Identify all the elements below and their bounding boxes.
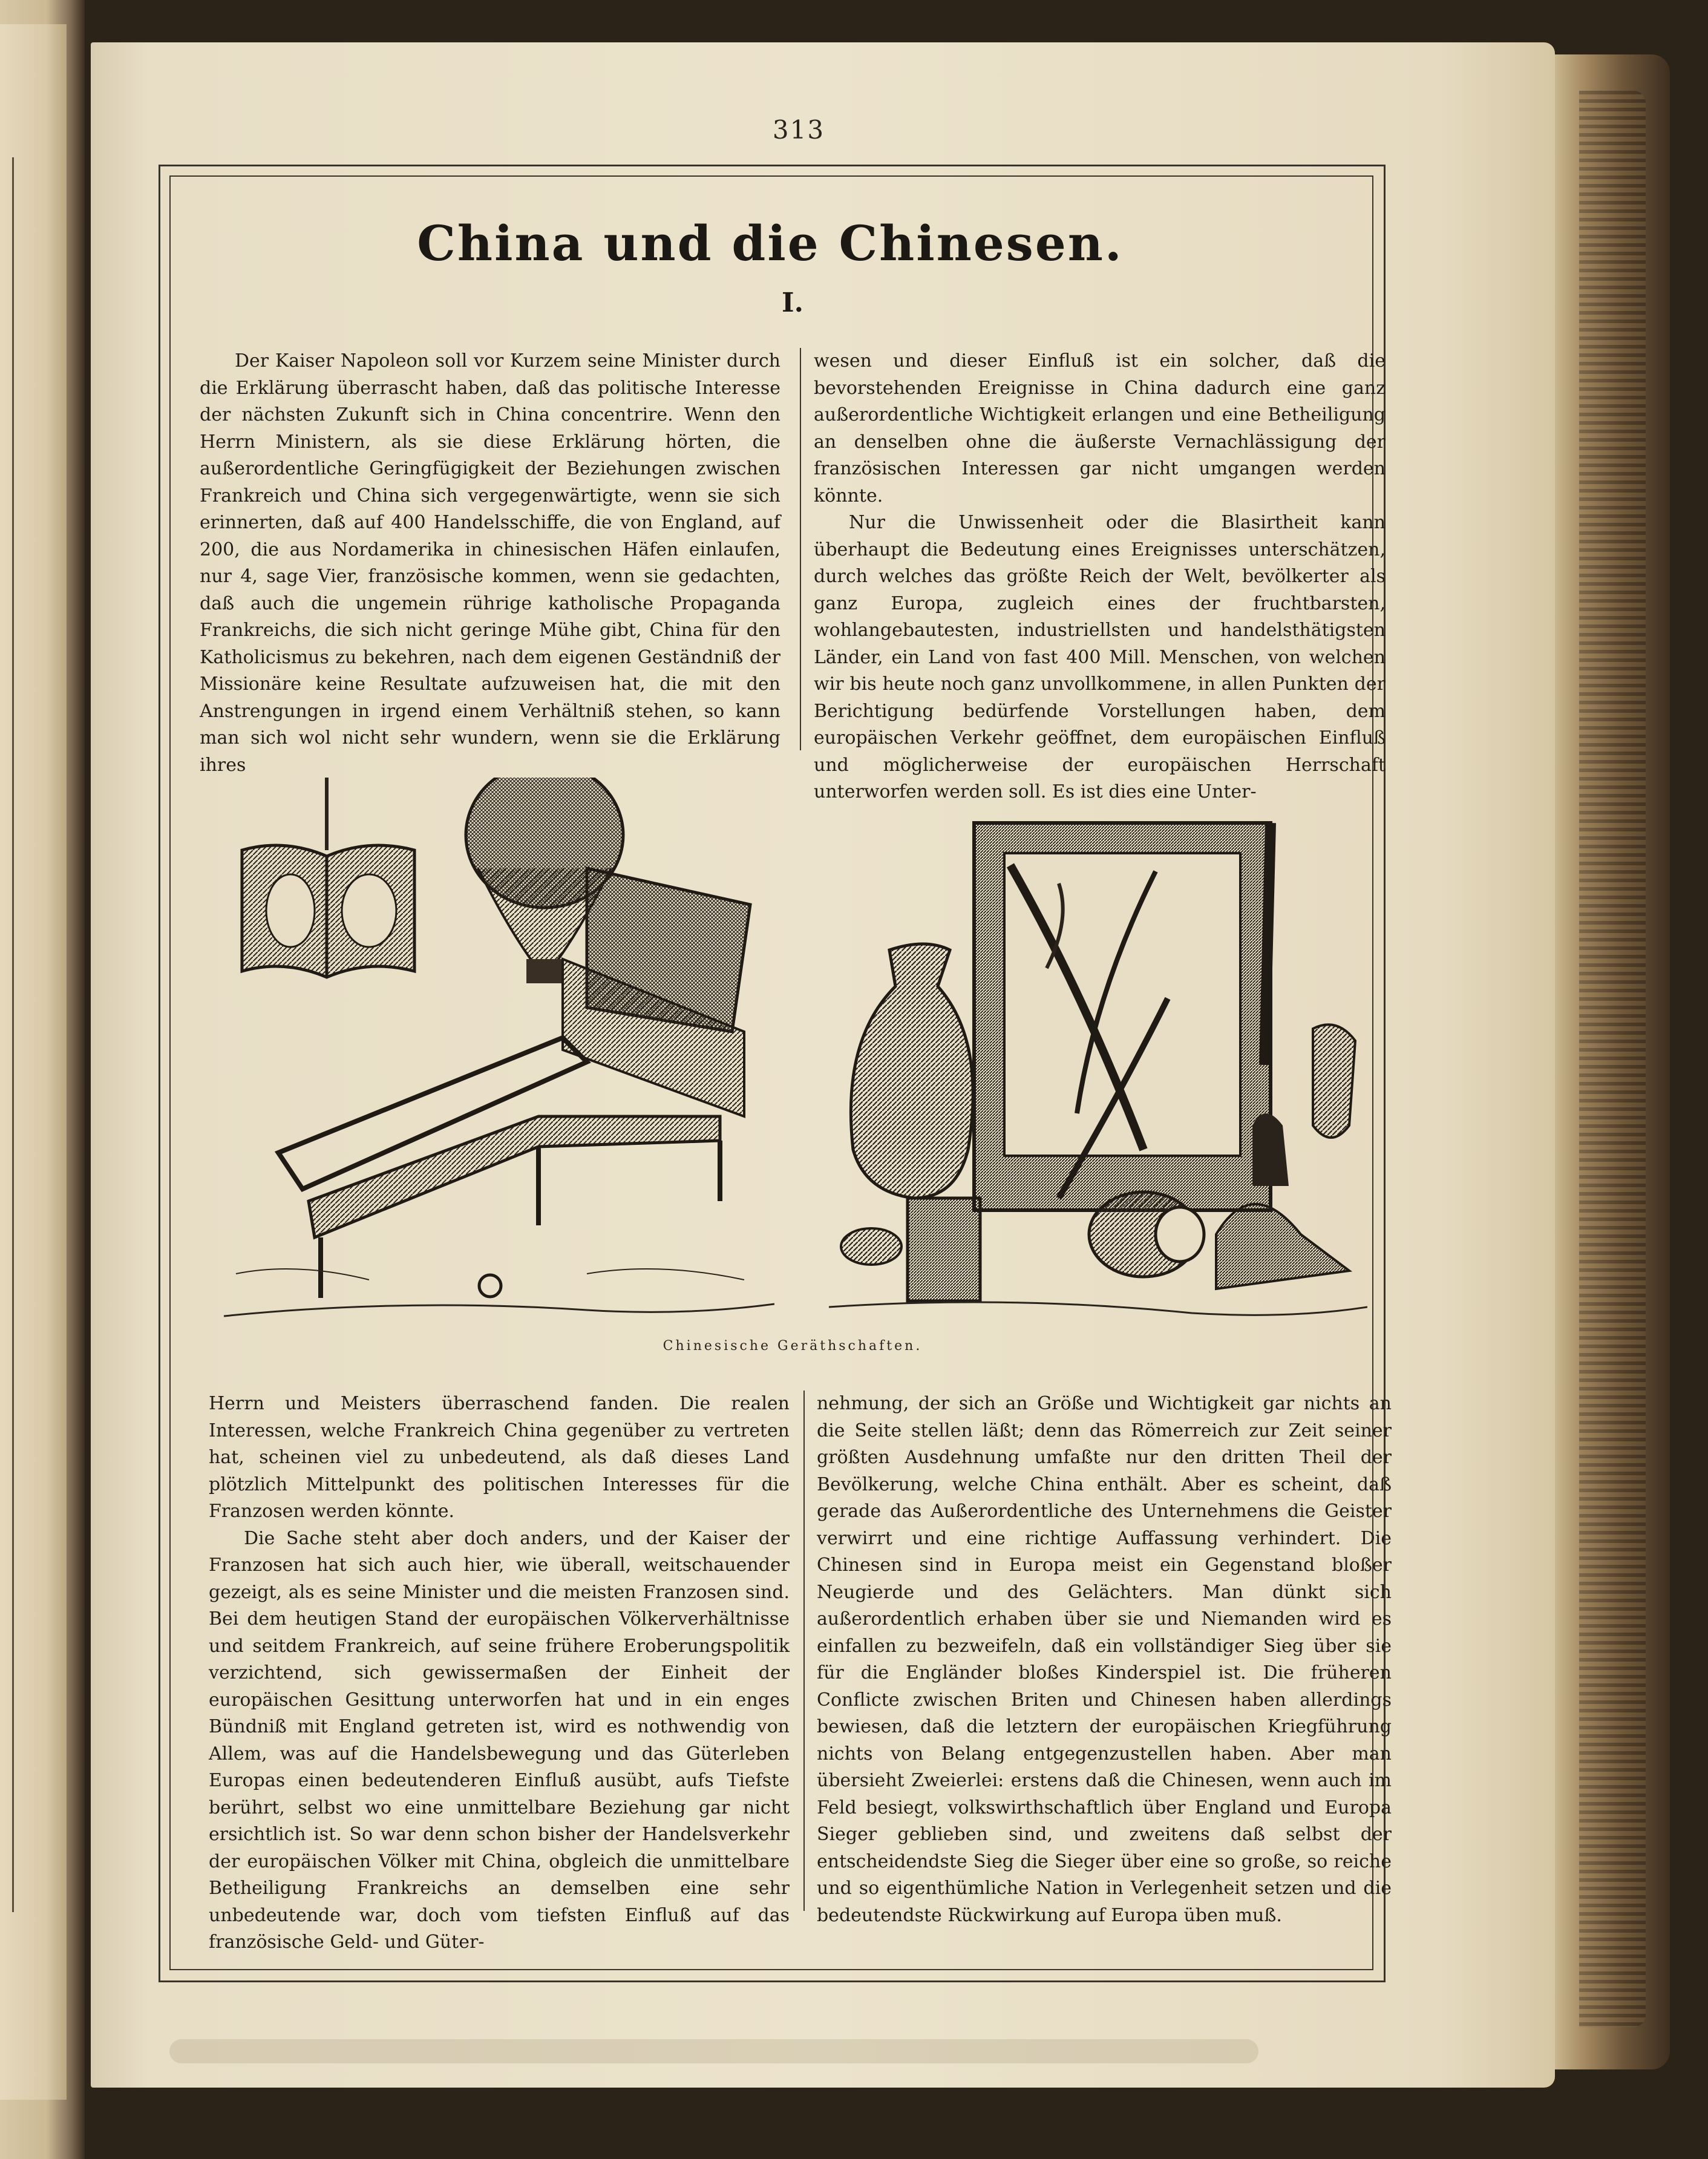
column-divider-top (800, 348, 801, 750)
page-number: 313 (772, 115, 825, 145)
page-edge-wear (1579, 91, 1646, 2027)
page-wear (169, 2039, 1258, 2063)
paragraph: Herrn und Meisters überraschend fanden. Die realen Interessen, welche Frankreich China gegenüber zu vertreten hat, scheinen viel zu unbedeutend, als daß dieses Land plötzlich Mittelpunkt des politischen Interesses für die Franzosen werden könnte. (209, 1393, 790, 1522)
article-title: China und die Chinesen. (417, 215, 1124, 272)
book-page-edges (1555, 54, 1670, 2069)
bottom-right-column (817, 1391, 1392, 1929)
illustration-chinese-vessels (829, 811, 1367, 1319)
bottom-left-column (209, 1391, 790, 1956)
illustration-chinese-furniture (224, 778, 774, 1322)
paragraph: Der Kaiser Napoleon soll vor Kurzem seine Minister durch die Erklärung überrascht haben, daß das politische Interesse der nächsten Zukunft sich in China concentrire. Wenn den Herrn Ministern, als sie diese Erklärung hörten, die außerordentliche Geringfügigkeit der Beziehungen zwischen Frankreich und China sich vergegenwärtigte, wenn sie sich erinnerten, daß auf 400 Handelsschiffe, die von England, auf 200, die aus Nordamerika in chinesischen Häfen einlaufen, nur 4, sage Vier, französische kommen, wenn sie gedachten, daß auch die ungemein rührige katholische Propaganda Frankreichs, die sich nicht geringe Mühe gibt, China für den Katholicismus zu bekehren, nach dem eigenen Geständniß der Missionäre keine Resultate aufzuweisen hat, die mit den Anstrengungen in irgend einem Verhältniß stehen, so kann man sich wol nicht sehr wundern, wenn sie die Erklärung ihres (200, 350, 780, 776)
paragraph: nehmung, der sich an Größe und Wichtigkeit gar nichts an die Seite stellen läßt; denn das Römerreich zur Zeit seiner größten Ausdehnung umfaßte nur den dritten Theil der Bevölkerung, welche China enthält. Aber es scheint, daß gerade das Außerordentliche des Unternehmens die Geister verwirrt und eine richtige Auffassung verhindert. Die Chinesen sind in Europa meist ein Gegenstand bloßer Neugierde und des Gelächters. Man dünkt sich außerordentlich erhaben über sie und Niemanden wird es einfallen zu bezweifeln, daß ein vollständiger Sieg über sie für die Engländer bloßes Kinderspiel ist. Die früheren Conflicte zwischen Briten und Chinesen haben allerdings bewiesen, daß die letztern der europäischen Kriegführung nichts von Belang entgegenzustellen haben. Aber man übersieht Zweierlei: erstens daß die Chinesen, wenn auch im Feld besiegt, volkswirthschaftlich über England und Europa Sieger geblieben sind, und zweitens daß selbst der entscheidendste Sieg die Sieger über eine so große, so reiche und so eigenthümliche Nation in Verlegenheit setzen und die bedeutendste Rückwirkung auf Europa üben muß. (817, 1393, 1392, 1926)
facing-page-edge (0, 24, 68, 2100)
section-number: I. (782, 287, 803, 318)
paragraph: wesen und dieser Einfluß ist ein solcher, daß die bevorstehenden Ereignisse in China dadurch eine ganz außerordentliche Wichtigkeit erlangen und eine Betheiligung an denselben ohne die äußerste Vernachlässigung der französischen Interessen gar nicht umgangen werden könnte. (814, 350, 1386, 506)
column-divider-bottom (803, 1391, 805, 1911)
facing-page-rule (12, 157, 14, 1912)
top-right-column (814, 348, 1386, 806)
paragraph: Nur die Unwissenheit oder die Blasirtheit kann überhaupt die Bedeutung eines Ereignisses unterschätzen, durch welches das größte Reich der Welt, bevölkerter als ganz Europa, zugleich eines der fruchtbarsten, wohlangebautesten, industriellsten und handelsthätigsten Länder, ein Land von fast 400 Mill. Menschen, von welchen wir bis heute noch ganz unvollkommene, in allen Punkten der Berichtigung bedürfende Vorstellungen haben, dem europäischen Verkehr geöffnet, dem europäischen Einfluß und möglicherweise der europäischen Herrschaft unterworfen werden soll. Es ist dies eine Unter- (814, 512, 1386, 802)
top-left-column (200, 348, 780, 779)
illustration-caption: Chinesische Geräthschaften. (663, 1338, 923, 1354)
paragraph: Die Sache steht aber doch anders, und der Kaiser der Franzosen hat sich auch hier, wie überall, weitschauender gezeigt, als es seine Minister und die meisten Franzosen sind. Bei dem heutigen Stand der europäischen Völkerverhältnisse und seitdem Frankreich, auf seine frühere Eroberungspolitik verzichtend, sich gewissermaßen der Einheit der europäischen Gesittung unterworfen hat und in ein enges Bündniß mit England getreten ist, wird es nothwendig von Allem, was auf die Handelsbewegung und das Güterleben Europas einen bedeutenderen Einfluß ausübt, aufs Tiefste berührt, selbst wo eine unmittelbare Beziehung gar nicht ersichtlich ist. So war denn schon bisher der Handelsverkehr der europäischen Völker mit China, obgleich die unmittelbare Betheiligung Frankreichs an demselben eine sehr unbedeutende war, doch vom tiefsten Einfluß auf das französische Geld- und Güter- (209, 1527, 790, 1953)
